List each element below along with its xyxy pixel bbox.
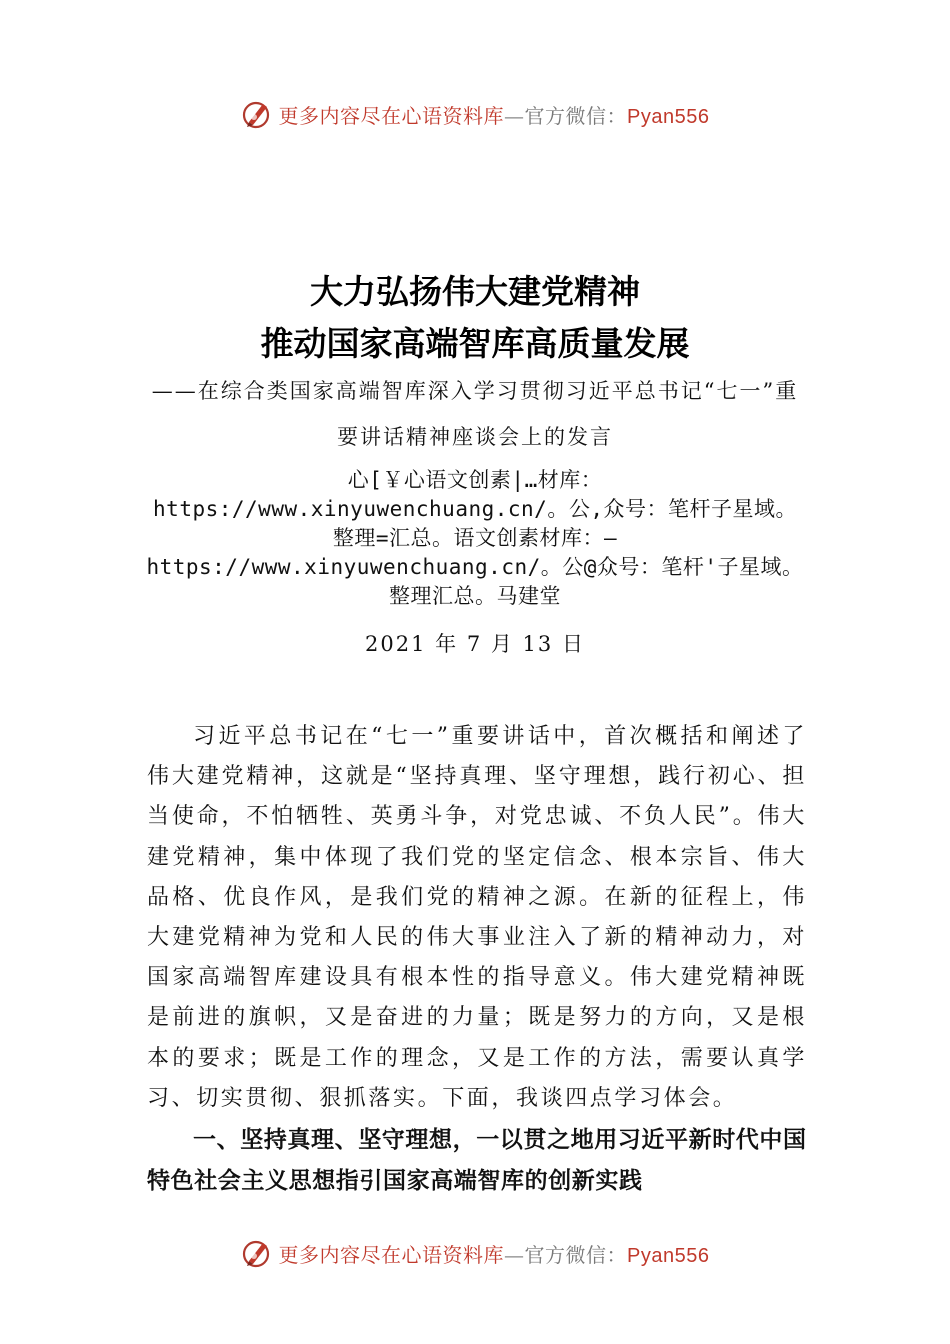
pen-logo-icon — [241, 98, 273, 130]
watermark-text: 更多内容尽在心语资料库—官方微信：Pyan556 — [278, 1242, 710, 1267]
watermark-text: 更多内容尽在心语资料库—官方微信：Pyan556 — [278, 103, 710, 128]
pen-logo-icon — [241, 1237, 273, 1269]
section-heading: 一、坚持真理、坚守理想，一以贯之地用习近平新时代中国特色社会主义思想指引国家高端智库的创新实践 — [147, 1127, 807, 1194]
footer-watermark — [0, 1233, 950, 1273]
doc-title-line2: 推动国家高端智库高质量发展 — [260, 324, 690, 363]
body-paragraph: 习近平总书记在“七一”重要讲话中，首次概括和阐述了伟大建党精神，这就是“坚持真理、坚守理想，践行初心、担当使命，不怕牺牲、英勇斗争，对党忠诚、不负人民”。伟大建党精神，集中体现了我们党的坚定信念、根本宗旨、伟大品格、优良作风，是我们党的精神之源。在新的征程上，伟大建党精神为党和人民的伟大事业注入了新的精神动力，对国家高端智库建设具有根本性的指导意义。伟大建党精神既是前进的旗帜，又是奋进的力量；既是努力的方向，又是根本的要求；既是工作的理念，又是工作的方法，需要认真学习、切实贯彻、狠抓落实。下面，我谈四点学习体会。 — [147, 724, 807, 1111]
doc-subtitle: ——在综合类国家高端智库深入学习贯彻习近平总书记“七一”重要讲话精神座谈会上的发言 — [151, 379, 799, 449]
doc-date: 2021 年 7 月 13 日 — [365, 632, 585, 656]
header-watermark — [0, 94, 950, 134]
doc-title-line1: 大力弘扬伟大建党精神 — [310, 272, 640, 311]
source-note: 心[￥心语文创素|…材库：https://www.xinyuwenchuang.cn/。公,众号：笔杆子星域。整理=汇总。语文创素材库：—https://www.xinyuwenchuang.cn/。公@众号：笔杆'子星域。整理汇总。马建堂 — [146, 468, 804, 608]
